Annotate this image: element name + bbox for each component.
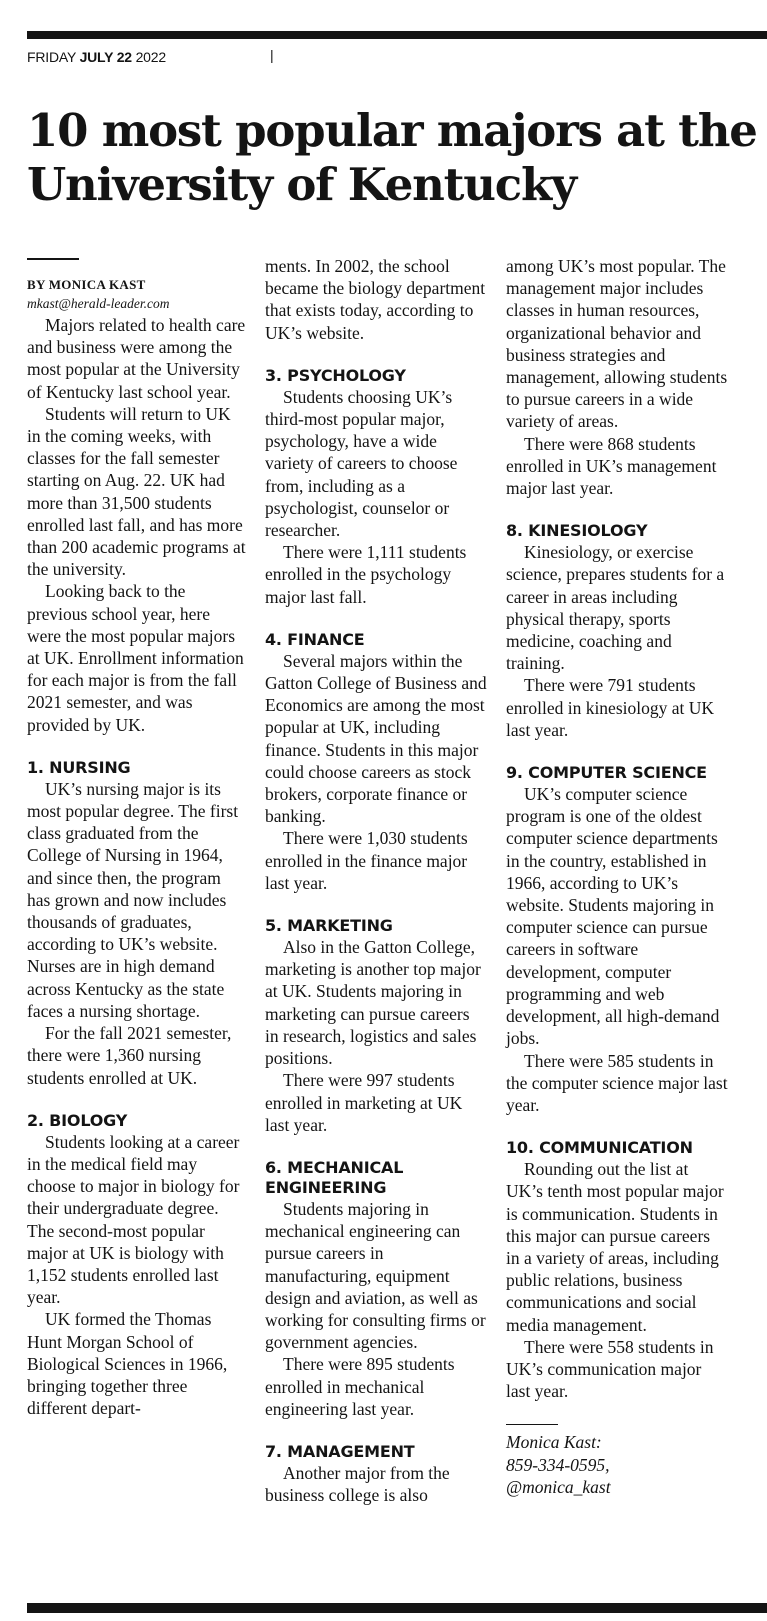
bottom-rule: [27, 1603, 767, 1613]
section-heading-kinesiology: 8. KINESIOLOGY: [506, 521, 648, 541]
section-heading-computer-science: 9. COMPUTER SCIENCE: [506, 763, 707, 783]
computer-science-paragraph: There were 585 students in the computer science major last year.: [506, 1050, 728, 1115]
signature-name: Monica Kast:: [506, 1432, 602, 1453]
biology-paragraph: UK formed the Thomas Hunt Morgan School of Biological Sciences in 1966, bringing together three different depart-: [27, 1309, 228, 1419]
dateline-year: 2022: [135, 49, 166, 65]
article-column-2: [265, 255, 487, 1506]
section-heading-communication: 10. COMMUNICATION: [506, 1138, 693, 1158]
headline: 10 most popular majors at the University of Kentucky: [27, 104, 757, 211]
biology-paragraph: Students looking at a career in the medical field may choose to major in biology for their undergraduate degree. The second-most popular major at UK is biology with 1,152 students enrolled last year.: [27, 1131, 240, 1308]
intro-paragraph: Students will return to UK in the coming weeks, with classes for the fall semester starting on Aug. 22. UK had more than 31,500 students enrolled last fall, and has more than 200 academic programs at the university.: [27, 403, 246, 580]
communication-paragraph: Rounding out the list at UK’s tenth most popular major is communication. Students in this major can pursue careers in a variety of areas, including public relations, business communications and social media management.: [506, 1159, 724, 1335]
author-signature: [506, 1431, 728, 1498]
article-column-1: [27, 255, 247, 1419]
dateline: [27, 47, 274, 65]
nursing-paragraph: UK’s nursing major is its most popular degree. The first class graduated from the College of Nursing in 1964, and since then, the program has grown and now includes thousands of graduates, according to UK’s website. Nurses are in high demand across Kentucky as the state faces a nursing shortage.: [27, 778, 239, 1021]
section-heading-management: 7. MANAGEMENT: [265, 1441, 415, 1461]
signature-handle: @monica_kast: [506, 1476, 611, 1497]
marketing-paragraph: There were 997 students enrolled in marketing at UK last year.: [265, 1070, 463, 1135]
mechanical-paragraph: There were 895 students enrolled in mechanical engineering last year.: [265, 1354, 455, 1419]
dateline-separator: |: [270, 47, 274, 63]
computer-science-paragraph: UK’s computer science program is one of the oldest computer science departments in the country, established in 1966, according to UK’s website. Students majoring in computer science can pursue careers in software development, computer programming and web development, all high-demand jobs.: [506, 784, 720, 1049]
marketing-paragraph: Also in the Gatton College, marketing is another top major at UK. Students majoring in marketing can pursue careers in research, logistics and sales positions.: [265, 937, 481, 1069]
management-paragraph: Another major from the business college is also: [265, 1462, 450, 1506]
top-rule: [27, 31, 767, 39]
dateline-date: JULY 22: [79, 49, 132, 65]
section-heading-finance: 4. FINANCE: [265, 629, 365, 649]
intro-paragraph: Majors related to health care and business were among the most popular at the University of Kentucky last school year.: [27, 315, 246, 402]
communication-paragraph: There were 558 students in UK’s communication major last year.: [506, 1336, 714, 1402]
author-email: mkast@herald-leader.com: [27, 296, 170, 311]
article-column-3: [506, 255, 728, 1498]
section-heading-nursing: 1. NURSING: [27, 757, 131, 777]
biology-continued: ments. In 2002, the school became the biology department that exists today, according to UK’s website.: [265, 256, 486, 343]
section-heading-marketing: 5. MARKETING: [265, 916, 393, 936]
section-heading-mechanical-engineering: 6. MECHANICAL ENGINEERING: [265, 1157, 404, 1197]
kinesiology-paragraph: There were 791 students enrolled in kinesiology at UK last year.: [506, 675, 715, 740]
section-heading-psychology: 3. PSYCHOLOGY: [265, 365, 406, 385]
management-continued: among UK’s most popular. The management major includes classes in human resources, organizational behavior and business strategies and management, allowing students to pursue careers in a wide variety of areas.: [506, 256, 728, 432]
byline-rule: [27, 258, 79, 260]
kinesiology-paragraph: Kinesiology, or exercise science, prepares students for a career in areas including physical therapy, sports medicine, coaching and training.: [506, 542, 725, 674]
signature-phone: 859-334-0595,: [506, 1454, 610, 1475]
psychology-paragraph: There were 1,111 students enrolled in the psychology major last fall.: [265, 542, 467, 607]
dateline-day: FRIDAY: [27, 49, 76, 65]
finance-paragraph: There were 1,030 students enrolled in the finance major last year.: [265, 828, 468, 893]
management-paragraph: There were 868 students enrolled in UK’s management major last year.: [506, 433, 717, 499]
byline: BY MONICA KAST: [27, 277, 146, 292]
mechanical-paragraph: Students majoring in mechanical engineering can pursue careers in manufacturing, equipment design and aviation, as well as working for consulting firms or government agencies.: [265, 1198, 486, 1353]
section-heading-biology: 2. BIOLOGY: [27, 1110, 128, 1130]
intro-paragraph: Looking back to the previous school year, here were the most popular majors at UK. Enrollment information for each major is from the fall 2021 semester, and was provided by UK.: [27, 581, 244, 735]
finance-paragraph: Several majors within the Gatton College of Business and Economics are among the most popular at UK, including finance. Students in this major could choose careers as stock brokers, corporate finance or banking.: [265, 650, 487, 827]
nursing-paragraph: For the fall 2021 semester, there were 1,360 nursing students enrolled at UK.: [27, 1023, 232, 1088]
signature-rule: [506, 1424, 558, 1425]
psychology-paragraph: Students choosing UK’s third-most popular major, psychology, have a wide variety of careers to choose from, including as a psychologist, counselor or researcher.: [265, 386, 458, 541]
